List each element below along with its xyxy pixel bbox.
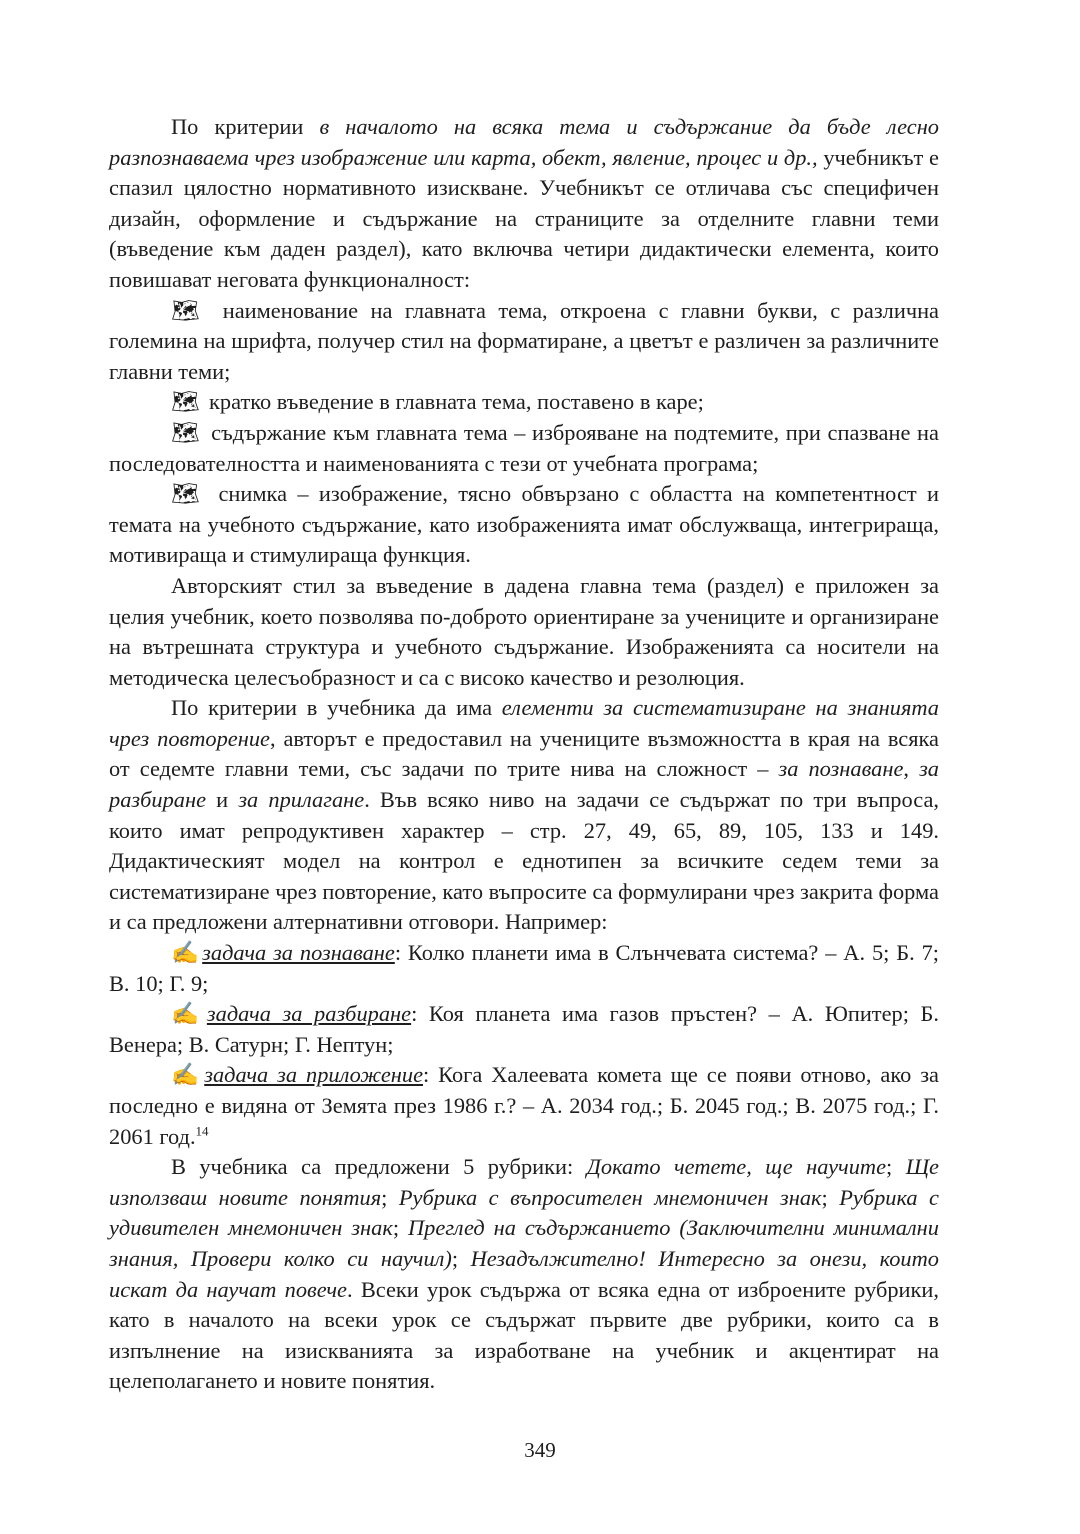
bullet-text: снимка – изображение, тясно обвързано с областта на компетентност и темата на учебното съдържание, като изображенията имат обслужваща, интегрираща, мотивираща и стимулираща функция.: [109, 481, 939, 568]
example-task: [109, 999, 939, 1060]
text: В учебника са предложени 5 рубрики:: [171, 1154, 587, 1180]
writing-hand-icon: ✍: [171, 1001, 205, 1027]
text: По критерии: [171, 114, 320, 139]
world-map-icon: 🗺: [171, 481, 205, 507]
paragraph-author-style: Авторският стил за въведение в дадена главна тема (раздел) е приложен за целия учебник, което позволява по-доброто ориентиране за учениците и организиране на вътрешната структура и учебното съдържание. Изображенията са носители на методическа целесъобразност и са с високо качество и резолюция.: [109, 572, 939, 690]
world-map-icon: 🗺: [171, 419, 201, 445]
text: и: [206, 787, 239, 813]
text: , авторът е предоставил на учениците възможността в края на всяка от седемте главни теми, със задачи по трите нива на сложност –: [109, 725, 939, 782]
task-label: задача за приложение: [204, 1062, 424, 1088]
page-number: 349: [524, 1438, 556, 1462]
italic-text: Незадължително! Интересно за онези, които искат да научат повече: [109, 1245, 939, 1302]
world-map-icon: 🗺: [171, 389, 200, 415]
bullet-text: кратко въведение в главната тема, поставено в каре;: [209, 389, 704, 415]
italic-text: Рубрика с удивителен мнемоничен знак: [109, 1184, 939, 1241]
text: учебникът е спазил цялостно нормативното изискване. Учебникът се отличава със специфичен дизайн, оформление и съдържание на страниците за отделните главни теми (въведение към даден раздел), като включва четири дидактически елемента, които повишават неговата функционалност:: [109, 144, 939, 292]
footnote-marker: 14: [195, 1123, 209, 1139]
text: . Всеки урок съдържа от всяка една от изброените рубрики, като в началото на всеки урок се съдържат първите две рубрики, които са в изпълнение на изискванията за изработване на учебник и акцентират на целеполагането и новите понятия.: [109, 1276, 939, 1394]
paragraph-intro: [109, 112, 939, 296]
text: . Във всяко ниво на задачи се съдържат по три въпроса, които имат репродуктивен характер – стр. 27, 49, 65, 89, 105, 133 и 149. Дидактическият модел на контрол е еднотипен за всичките седем теми за систематизиране чрез повторение, като въпросите са формулирани чрез закрита форма и са предложени алтернативни отговори. Например:: [109, 787, 939, 935]
text: ;: [392, 1215, 408, 1241]
italic-text: в началото на всяка тема и съдържание да бъде лесно разпознаваема чрез изображение или карта, обект, явление, процес и др.,: [109, 114, 940, 170]
paragraph-rubrics: [109, 1152, 939, 1397]
bullet-item: [109, 479, 939, 571]
text: ;: [451, 1245, 471, 1271]
bullet-item: [109, 387, 939, 418]
page-body: [109, 112, 939, 1397]
italic-text: елементи за систематизиране на знанията чрез повторение: [109, 695, 939, 751]
text: ;: [381, 1184, 399, 1210]
task-text: : Кога Халеевата комета ще се появи отново, ако за последно е видяна от Земята през 1986 г.? – А. 2034 год.; Б. 2045 год.; В. 2075 год.; Г. 2061 год.: [109, 1062, 939, 1149]
text: ,: [903, 756, 920, 782]
italic-text: за прилагане: [238, 787, 365, 813]
italic-text: Рубрика с въпросителен мнемоничен знак: [398, 1184, 822, 1210]
task-label: задача за познаване: [202, 940, 395, 966]
bullet-item: [109, 418, 939, 479]
example-task: [109, 1060, 939, 1152]
task-label: задача за разбиране: [206, 1001, 412, 1027]
paragraph-systematization: [109, 693, 939, 938]
writing-hand-icon: ✍: [171, 1062, 203, 1088]
italic-text: Ще използваш новите понятия: [109, 1154, 939, 1210]
bullet-item: [109, 296, 939, 388]
task-text: : Колко планети има в Слънчевата система? – А. 5; Б. 7; В. 10; Г. 9;: [109, 940, 939, 996]
italic-text: Докато четете, ще научите: [586, 1154, 887, 1180]
task-text: : Коя планета има газов пръстен? – А. Юпитер; Б. Венера; В. Сатурн; Г. Нептун;: [109, 1001, 939, 1057]
italic-text: за разбиране: [109, 756, 939, 813]
text: По критерии в учебника да има: [171, 695, 502, 721]
writing-hand-icon: ✍: [171, 940, 201, 966]
example-task: [109, 938, 939, 999]
bullet-text: съдържание към главната тема – изброяване на подтемите, при спазване на последователността и наименованията с тези от учебната програма;: [109, 419, 939, 476]
world-map-icon: 🗺: [171, 297, 207, 323]
bullet-text: наименование на главната тема, откроена с главни букви, с различна големина на шрифта, получер стил на форматиране, а цветът е различен за различните главни теми;: [109, 297, 939, 384]
italic-text: Преглед на съдържанието (Заключителни минимални знания, Провери колко си научил): [109, 1215, 939, 1271]
text: ;: [886, 1154, 906, 1180]
italic-text: за познаване: [778, 756, 904, 782]
text: ;: [821, 1184, 840, 1210]
